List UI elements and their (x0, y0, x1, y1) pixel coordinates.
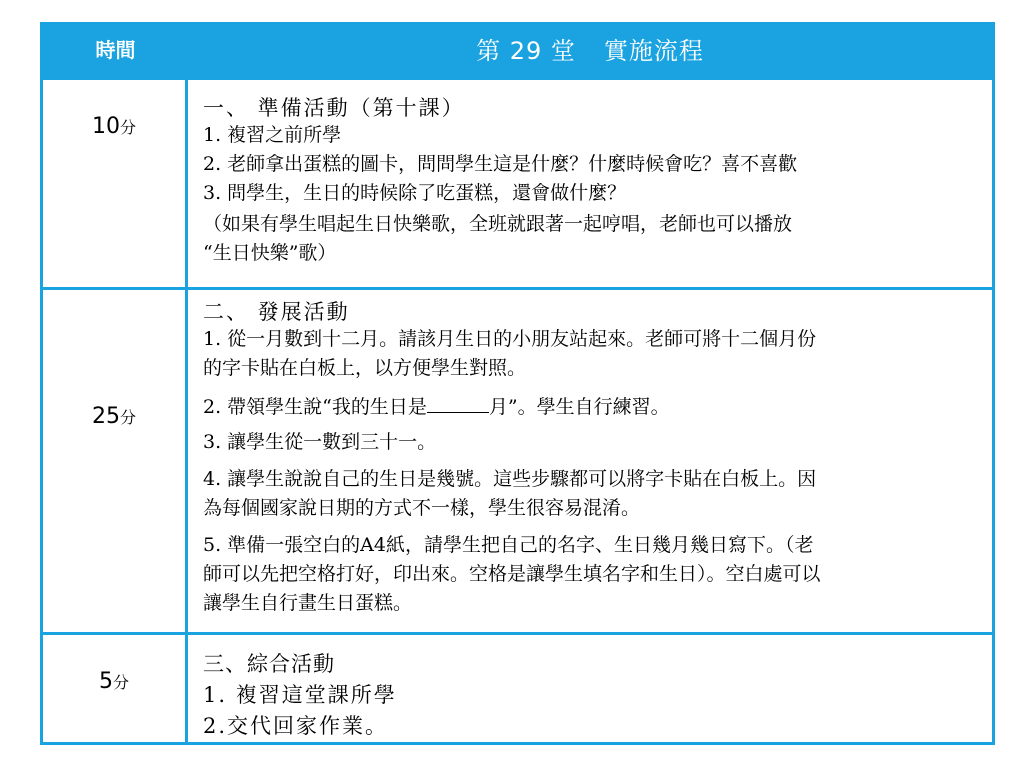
activity-line: 的字卡貼在白板上，以方便學生對照。 (203, 357, 527, 379)
table-row-summary (43, 632, 992, 742)
activity-line: 讓學生自行畫生日蛋糕。 (203, 592, 413, 614)
activity-line: “生日快樂”歌） (203, 242, 337, 264)
activity-line: 2.交代回家作業。 (203, 714, 389, 738)
activity-content (203, 649, 984, 742)
time-unit: 分 (119, 408, 136, 427)
time-cell (43, 290, 188, 632)
activity-line: 1. 複習之前所學 (203, 124, 342, 146)
header-title-lesson: 第 29 堂 (476, 37, 576, 65)
activity-line: 1. 從一月數到十二月。請該月生日的小朋友站起來。老師可將十二個月份 (203, 328, 817, 350)
activity-line (203, 393, 984, 422)
activity-content (203, 94, 984, 268)
activity-content (203, 298, 984, 618)
lesson-plan-table (40, 22, 995, 745)
activity-line-text: 2. 帶領學生說“我的生日是 (203, 396, 427, 418)
activity-line-text: 月”。學生自行練習。 (488, 396, 670, 418)
activity-heading: 二、 發展活動 (203, 300, 350, 324)
fill-in-blank (427, 394, 489, 413)
activity-line: （如果有學生唱起生日快樂歌，全班就跟著一起哼唱，老師也可以播放 (203, 213, 793, 235)
activity-line: 4. 讓學生說說自己的生日是幾號。這些步驟都可以將字卡貼在白板上。因 (203, 468, 817, 490)
activity-line: 1. 複習這堂課所學 (203, 683, 397, 707)
time-value: 25 (91, 404, 120, 429)
activity-line: 3. 讓學生從一數到三十一。 (203, 431, 437, 453)
activity-line: 3. 問學生，生日的時候除了吃蛋糕，還會做什麼？ (203, 182, 627, 204)
time-value: 10 (91, 114, 120, 139)
activity-heading: 一、 準備活動（第十課） (203, 96, 465, 120)
activity-line: 為每個國家說日期的方式不一樣，學生很容易混淆。 (203, 497, 641, 519)
activity-heading: 三、綜合活動 (203, 652, 335, 676)
activity-line: 5. 準備一張空白的A4紙，請學生把自己的名字、生日幾月幾日寫下。（老 (203, 534, 814, 556)
time-cell (43, 80, 188, 287)
header-title-flow: 實施流程 (603, 37, 704, 65)
header-time-label: 時間 (95, 38, 136, 62)
time-cell (43, 635, 188, 742)
activity-line: 師可以先把空格打好，印出來。空格是讓學生填名字和生日）。空白處可以 (203, 563, 821, 585)
activity-line: 2. 老師拿出蛋糕的圖卡，問問學生這是什麼？什麼時候會吃？喜不喜歡 (203, 153, 798, 175)
time-value: 5 (98, 669, 113, 694)
time-unit: 分 (112, 673, 129, 692)
table-row-development (43, 287, 992, 632)
time-unit: 分 (119, 118, 136, 137)
table-header (43, 25, 992, 77)
header-title (188, 25, 992, 77)
table-row-preparation (43, 77, 992, 287)
